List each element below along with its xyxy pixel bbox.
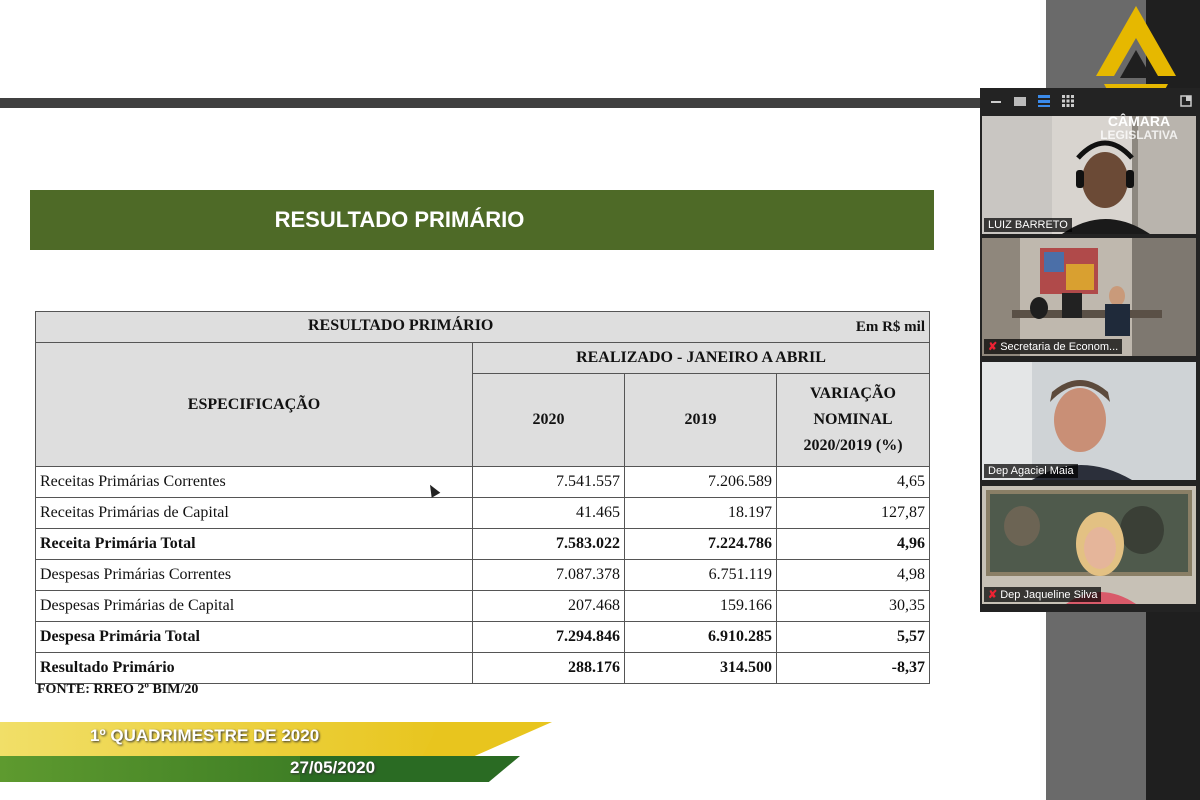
participant-tile[interactable] bbox=[982, 362, 1196, 480]
value-2019: 7.206.589 bbox=[625, 467, 777, 498]
table-title-row bbox=[36, 312, 930, 343]
participant-name bbox=[984, 339, 1122, 354]
muted-mic-icon: ✘ bbox=[988, 589, 998, 601]
gallery-view-icon[interactable] bbox=[1060, 95, 1076, 107]
col-2020-header: 2020 bbox=[473, 374, 625, 467]
value-2020: 41.465 bbox=[473, 498, 625, 529]
participant-name-text: Secretaria de Econom... bbox=[1000, 341, 1119, 353]
participant-name: LUIZ BARRETO bbox=[984, 218, 1072, 232]
banner-title: RESULTADO PRIMÁRIO bbox=[274, 207, 525, 232]
ribbon-date: 27/05/2020 bbox=[290, 758, 376, 777]
value-2019: 314.500 bbox=[625, 653, 777, 684]
col-2019-header: 2019 bbox=[625, 374, 777, 467]
value-2020: 7.294.846 bbox=[473, 622, 625, 653]
value-variation: 5,57 bbox=[777, 622, 930, 653]
muted-mic-icon: ✘ bbox=[988, 341, 998, 353]
slide-banner bbox=[30, 190, 934, 250]
value-variation: 4,65 bbox=[777, 467, 930, 498]
table-row bbox=[36, 498, 930, 529]
speaker-view-icon[interactable] bbox=[1036, 95, 1052, 107]
period-header: REALIZADO - JANEIRO A ABRIL bbox=[473, 343, 930, 374]
table-unit: Em R$ mil bbox=[855, 319, 925, 335]
table-row bbox=[36, 653, 930, 684]
primary-result-table bbox=[35, 311, 930, 684]
source-note: FONTE: RREO 2º BIM/20 bbox=[37, 682, 199, 697]
value-2020: 288.176 bbox=[473, 653, 625, 684]
spec-header: ESPECIFICAÇÃO bbox=[36, 343, 473, 467]
value-variation: 127,87 bbox=[777, 498, 930, 529]
row-label: Despesa Primária Total bbox=[36, 622, 473, 653]
ribbon-period: 1º QUADRIMESTRE DE 2020 bbox=[90, 726, 320, 745]
value-2020: 207.468 bbox=[473, 591, 625, 622]
participant-video bbox=[982, 362, 1196, 480]
slide-top-bar bbox=[0, 98, 1046, 108]
video-panel-toolbar bbox=[980, 88, 1200, 114]
logo-text-line: LEGISLATIVA bbox=[1100, 128, 1178, 142]
row-label: Receitas Primárias de Capital bbox=[36, 498, 473, 529]
value-2020: 7.087.378 bbox=[473, 560, 625, 591]
table-row bbox=[36, 529, 930, 560]
participant-name-text: Dep Jaqueline Silva bbox=[1000, 589, 1098, 601]
row-label: Despesas Primárias de Capital bbox=[36, 591, 473, 622]
minimize-icon[interactable] bbox=[988, 95, 1004, 107]
col-variation-header bbox=[777, 374, 930, 467]
exit-fullscreen-icon[interactable] bbox=[1178, 95, 1194, 107]
value-variation: -8,37 bbox=[777, 653, 930, 684]
value-2019: 7.224.786 bbox=[625, 529, 777, 560]
table-title: RESULTADO PRIMÁRIO bbox=[308, 317, 494, 334]
participant-tile[interactable] bbox=[982, 486, 1196, 604]
value-variation: 30,35 bbox=[777, 591, 930, 622]
value-variation: 4,96 bbox=[777, 529, 930, 560]
row-label: Resultado Primário bbox=[36, 653, 473, 684]
participant-tile[interactable] bbox=[982, 238, 1196, 356]
variation-header-line: VARIAÇÃO bbox=[810, 385, 896, 402]
value-2019: 6.910.285 bbox=[625, 622, 777, 653]
row-label: Receita Primária Total bbox=[36, 529, 473, 560]
value-2020: 7.583.022 bbox=[473, 529, 625, 560]
table-row bbox=[36, 591, 930, 622]
variation-header-line: 2020/2019 (%) bbox=[803, 437, 903, 454]
value-2020: 7.541.557 bbox=[473, 467, 625, 498]
participant-name: Dep Agaciel Maia bbox=[984, 464, 1078, 478]
logo-text-line: CÂMARA bbox=[1107, 113, 1171, 129]
participant-name bbox=[984, 587, 1101, 602]
ribbon-green-highlight bbox=[0, 756, 300, 782]
camara-logo-text bbox=[1084, 114, 1194, 142]
row-label: Despesas Primárias Correntes bbox=[36, 560, 473, 591]
table-row bbox=[36, 560, 930, 591]
table-row bbox=[36, 467, 930, 498]
value-2019: 159.166 bbox=[625, 591, 777, 622]
value-2019: 18.197 bbox=[625, 498, 777, 529]
row-label: Receitas Primárias Correntes bbox=[36, 467, 473, 498]
single-view-icon[interactable] bbox=[1012, 95, 1028, 107]
variation-header-line: NOMINAL bbox=[813, 411, 893, 428]
value-2019: 6.751.119 bbox=[625, 560, 777, 591]
table-row bbox=[36, 622, 930, 653]
value-variation: 4,98 bbox=[777, 560, 930, 591]
